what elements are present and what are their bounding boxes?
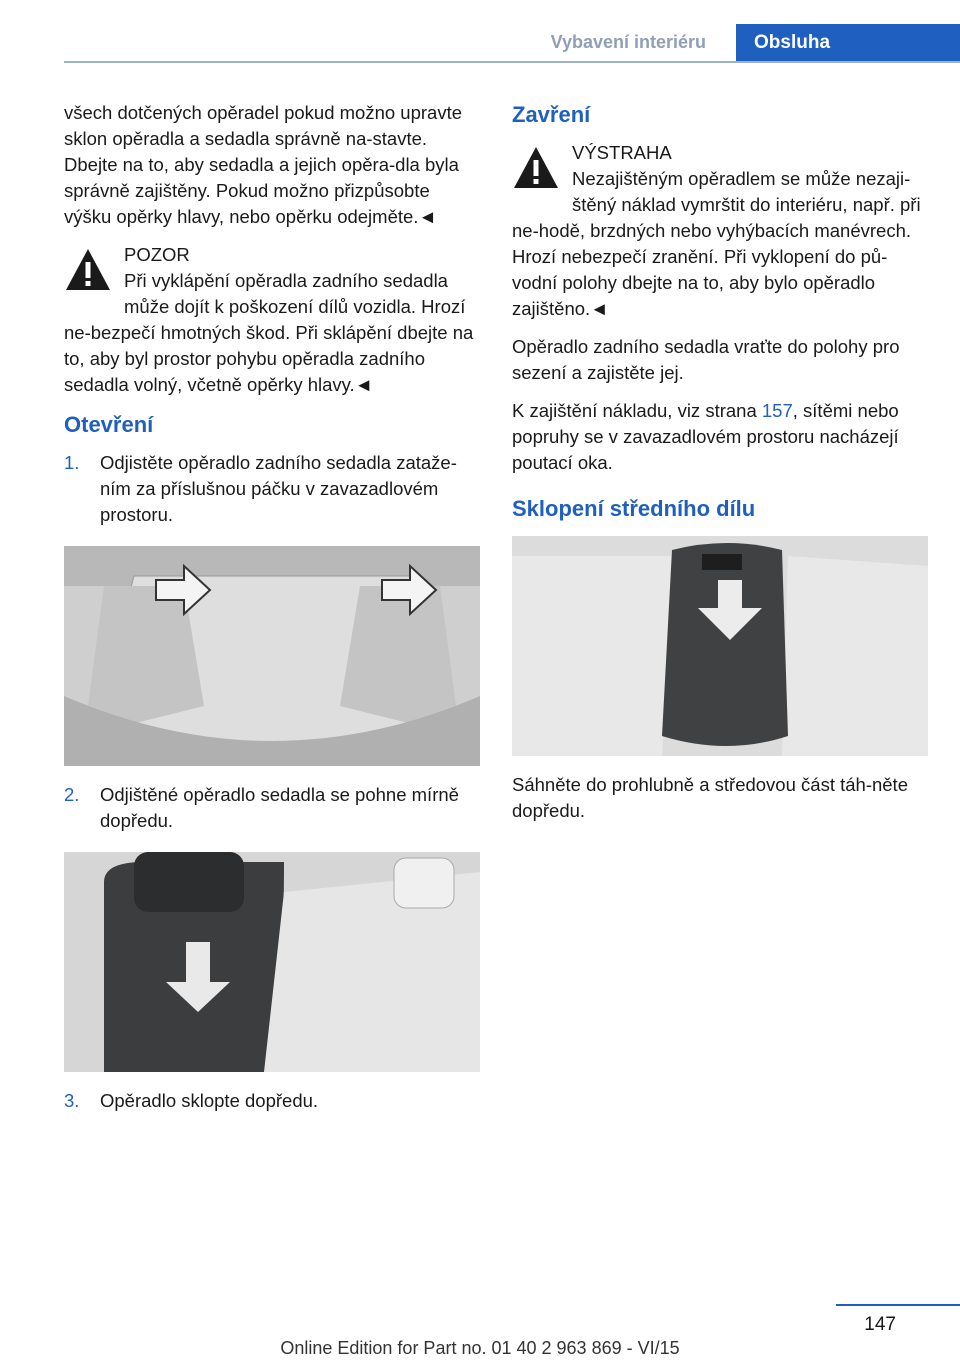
cargo-text-start: K zajištění nákladu, viz strana xyxy=(512,400,762,421)
page-reference-link[interactable]: 157 xyxy=(761,400,793,421)
backrest-unlocked-figure xyxy=(64,852,480,1072)
step-text: Odjištěné opěradlo sedadla se pohne mírně dopředu. xyxy=(100,784,459,831)
cargo-text-end: , sítěmi nebo popruhy se v zavazadlovém prostoru nacházejí poutací oka. xyxy=(512,400,899,473)
trunk-release-lever-figure xyxy=(64,546,480,766)
left-column xyxy=(64,100,480,1126)
intro-paragraph: všech dotčených opěradel pokud možno upravte sklon opěradla a sedadla správně na-stavte. Dbejte na to, aby sedadla a jejich opěra-dla byla správně zajištěny. Pokud možno přizpůsobte výšku opěrky hlavy, nebo opěrku odejměte.◄ xyxy=(64,102,463,227)
page-number: 147 xyxy=(864,1314,896,1335)
center-section-figure xyxy=(512,536,928,756)
footer-rule xyxy=(836,1304,960,1306)
section-tab[interactable]: Vybavení interiéru xyxy=(550,32,706,52)
closing-heading: Zavření xyxy=(512,102,591,127)
page-header xyxy=(64,24,960,62)
edition-footer: Online Edition for Part no. 01 40 2 963 869 - VI/15 xyxy=(280,1338,680,1358)
step-item xyxy=(64,450,480,528)
caution-text: Při vyklápění opěradla zadního sedadla může dojít k poškození dílů vozidla. Hrozí ne-bezpečí hmotných škod. Při sklápění dbejte na to, aby byl prostor pohybu opěradla zadního sedadla volný, včetně opěrky hlavy.◄ xyxy=(64,270,474,395)
caution-block xyxy=(64,242,480,398)
warning-title: VÝSTRAHA xyxy=(572,142,672,163)
step-item xyxy=(64,782,480,834)
caution-title: POZOR xyxy=(124,244,190,265)
header-rule xyxy=(64,61,960,63)
center-section-heading: Sklopení středního dílu xyxy=(512,496,756,521)
chapter-tab[interactable]: Obsluha xyxy=(736,24,960,61)
step-number: 1. xyxy=(64,452,80,473)
opening-heading: Otevření xyxy=(64,412,154,437)
step-text: Odjistěte opěradlo zadního sedadla zataže-ním za příslušnou páčku v zavazadlovém prostoru. xyxy=(100,452,457,525)
right-column xyxy=(512,100,928,836)
warning-text: Nezajištěným opěradlem se může nezaji-štěný náklad vymrštit do interiéru, např. při ne-hodě, brzdných nebo vyhýbacích manévrech. Hrozí nebezpečí zranění. Při vyklopení do pů-vodní polohy dbejte na to, aby bylo opěradlo zajištěno.◄ xyxy=(512,168,921,319)
step-item xyxy=(64,1088,480,1114)
warning-block xyxy=(512,140,928,322)
warning-triangle-icon xyxy=(512,144,560,192)
center-section-caption: Sáhněte do prohlubně a středovou část táh-něte dopředu. xyxy=(512,774,908,821)
warning-triangle-icon xyxy=(64,246,112,294)
step-number: 2. xyxy=(64,784,80,805)
step-text: Opěradlo sklopte dopředu. xyxy=(100,1090,319,1111)
return-paragraph: Opěradlo zadního sedadla vraťte do polohy pro sezení a zajistěte jej. xyxy=(512,336,900,383)
cargo-paragraph xyxy=(512,398,928,476)
step-number: 3. xyxy=(64,1090,80,1111)
